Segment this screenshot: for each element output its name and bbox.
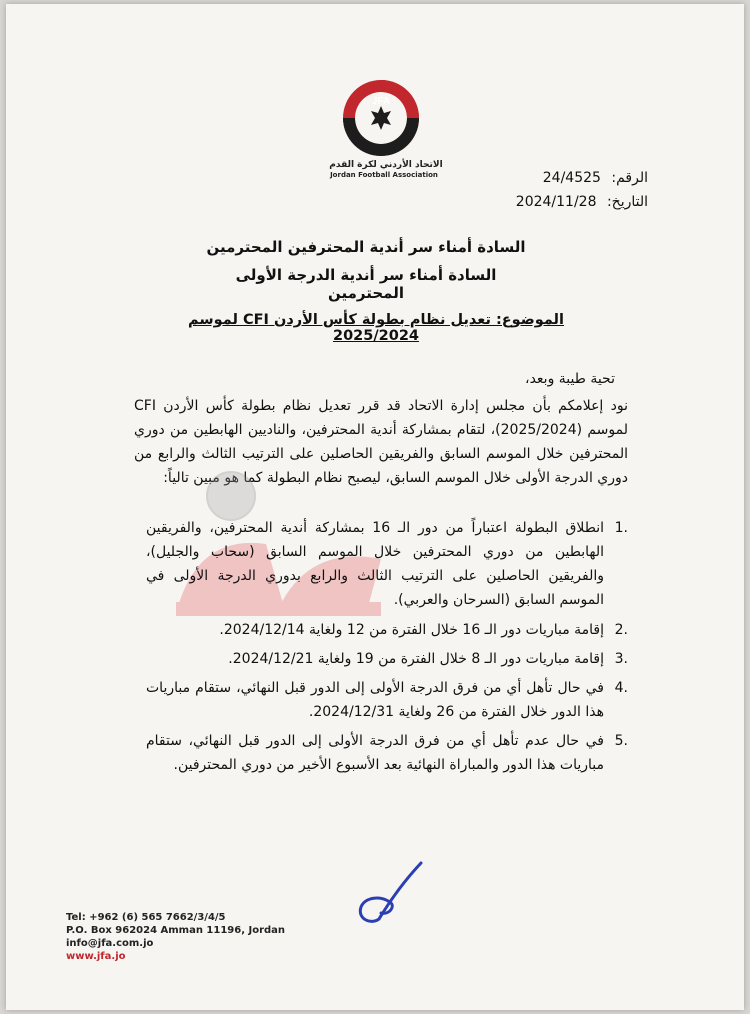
list-item-number: 5.: [614, 733, 628, 749]
reference-number: [428, 170, 648, 186]
footer-phone: Tel: +962 (6) 565 7662/3/4/5: [66, 912, 226, 923]
reference-number-label: الرقم:: [611, 170, 648, 186]
list-item-text: إقامة مباريات دور الـ 8 خلال الفترة من 19 ولغاية 2024/12/21.: [228, 651, 604, 667]
list-item-text: في حال عدم تأهل أي من فرق الدرجة الأولى إلى الدور قبل النهائي، ستقام مباريات هذا الدور والمباراة النهائية بعد الأسبوع الأخير من دوري المحترفين.: [146, 733, 604, 773]
signature-icon: [351, 859, 431, 929]
letter-subject: [156, 312, 596, 344]
subject-text: الموضوع: تعديل نظام بطولة كأس الأردن CFI لموسم: [188, 312, 564, 328]
logo-text: JFA: [371, 96, 391, 107]
jfa-logo-icon: [341, 78, 421, 158]
decisions-list: [146, 516, 628, 777]
reference-number-value: 24/4525: [542, 170, 601, 186]
list-item: [146, 618, 628, 642]
reference-date-label: التاريخ:: [606, 194, 648, 210]
footer-contact: [66, 911, 285, 963]
logo-name-english: Jordan Football Association: [330, 171, 438, 179]
reference-date: [428, 194, 648, 210]
subject-season: 2025/2024: [332, 328, 419, 344]
greeting: تحية طيبة وبعد،: [525, 371, 615, 387]
reference-date-value: 2024/11/28: [515, 194, 597, 210]
list-item-number: 3.: [614, 651, 628, 667]
list-item-number: 4.: [614, 680, 628, 696]
list-item: [146, 516, 628, 612]
intro-paragraph: نود إعلامكم بأن مجلس إدارة الاتحاد قد قرر تعديل نظام بطولة كأس الأردن CFI لموسم (2025/2024)، لتقام بمشاركة أندية المحترفين، والناديين الهابطين من دوري المحترفين خلال الموسم السابق والفريقين الحاصلين على الترتيب الثالث والرابع من دوري الدرجة الأولى خلال الموسم السابق، ليصبح نظام البطولة كما هو مبين تالياً:: [134, 398, 628, 486]
list-item-text: في حال تأهل أي من فرق الدرجة الأولى إلى الدور قبل النهائي، ستقام مباريات هذا الدور خلال الفترة من 26 ولغاية 2024/12/31.: [146, 680, 604, 720]
list-item-number: 1.: [614, 520, 628, 536]
footer-po-box: P.O. Box 962024 Amman 11196, Jordan: [66, 925, 286, 936]
list-item: [146, 729, 628, 777]
letter-page: [6, 4, 744, 1010]
list-item: [146, 647, 628, 671]
list-item-number: 2.: [614, 622, 628, 638]
footer-website: www.jfa.jo: [66, 951, 126, 962]
logo-name-arabic: الاتحاد الأردني لكرة القدم: [329, 160, 443, 170]
addressee-line-1: السادة أمناء سر أندية المحترفين المحترمين: [206, 238, 526, 256]
addressee-line-2: السادة أمناء سر أندية الدرجة الأولى المحترمين: [235, 266, 497, 302]
list-item-text: إقامة مباريات دور الـ 16 خلال الفترة من 12 ولغاية 2024/12/14.: [219, 622, 604, 638]
footer-email: info@jfa.com.jo: [66, 938, 154, 949]
list-item: [146, 676, 628, 724]
list-item-text: انطلاق البطولة اعتباراً من دور الـ 16 بمشاركة أندية المحترفين، والفريقين الهابطين من دوري المحترفين خلال الموسم السابق (سحاب والجليل)، والفريقين الحاصلين على الترتيب الثالث والرابع بدوري الدرجة الأولى في الموسم السابق (السرحان والعربي).: [146, 520, 604, 608]
